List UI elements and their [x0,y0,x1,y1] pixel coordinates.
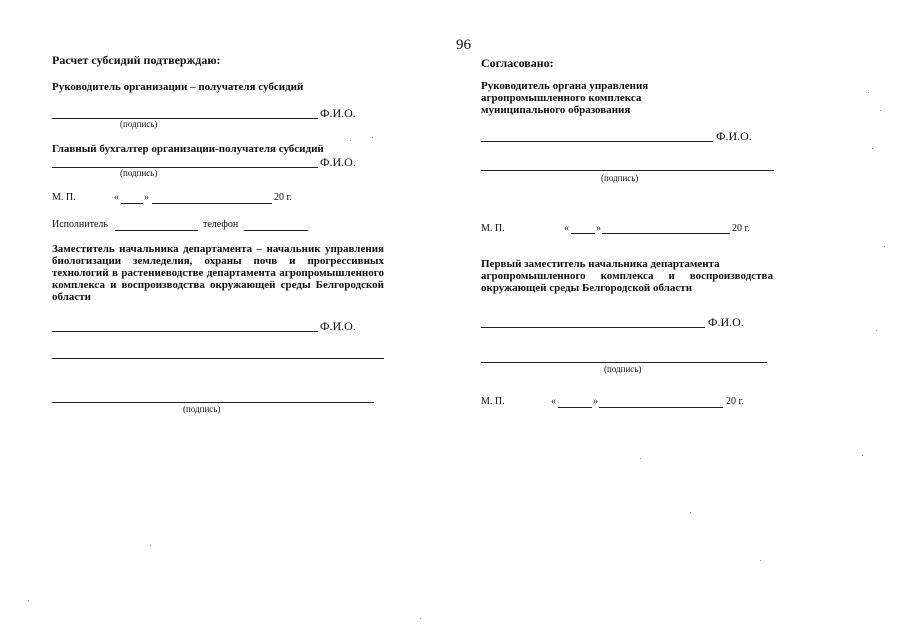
fio-label-1: Ф.И.О. [320,106,356,120]
date-year-label: 20 г. [274,192,292,203]
fio-label-3: Ф.И.О. [320,319,356,333]
date-year-label-right-1: 20 г. [732,223,750,234]
right-header: Согласовано: [481,56,554,70]
deputy-name-line[interactable] [52,331,318,332]
signature-caption-right-2: (подпись) [604,364,642,374]
signature-caption-2: (подпись) [120,168,158,178]
deputy-title-line: биологизации земледелия, охраны почв и прогрессивных [52,255,384,267]
executor-label: Исполнитель [52,219,108,230]
date-day-line-right-1[interactable] [571,233,595,234]
page-number: 96 [456,37,471,53]
signature-caption-right-1: (подпись) [601,173,639,183]
date-month-line-right-2[interactable] [599,407,723,408]
first-deputy-signature-line[interactable] [481,362,767,363]
phone-line[interactable] [244,230,308,231]
chief-accountant-label: Главный бухгалтер организации-получателя субсидий [52,143,324,155]
municipal-head-signature-line[interactable] [481,170,774,171]
date-month-line[interactable] [152,203,272,204]
fio-label-2: Ф.И.О. [320,155,356,169]
fio-label-right-1: Ф.И.О. [716,129,752,143]
signature-caption-3: (подпись) [183,404,221,414]
stamp-label-right-1: М. П. [481,223,505,234]
date-close-quote: » [144,192,149,203]
stamp-label-left: М. П. [52,192,76,203]
municipal-head-line: Руководитель органа управления [481,80,649,92]
deputy-title-line: технологий в растениеводстве департамента агропромышленного [52,267,384,279]
fio-label-right-2: Ф.И.О. [708,315,744,329]
date-close-quote-right-1: » [596,223,601,234]
chief-accountant-signature-line[interactable] [52,167,318,168]
municipal-head-title [481,80,648,116]
deputy-title-line: Заместитель начальника департамента – начальник управления [52,243,384,255]
deputy-title-line: области [52,291,92,303]
first-deputy-title-line: агропромышленного комплекса и воспроизводства [481,270,773,282]
municipal-head-line: агропромышленного комплекса [481,92,642,104]
date-open-quote-right-2: « [551,396,556,407]
municipal-head-line: муниципального образования [481,104,631,116]
date-open-quote: « [114,192,119,203]
date-open-quote-right-1: « [564,223,569,234]
first-deputy-name-line[interactable] [481,327,705,328]
signature-caption-1: (подпись) [120,119,158,129]
stamp-label-right-2: М. П. [481,396,505,407]
date-day-line[interactable] [121,203,143,204]
first-deputy-title-line: Первый заместитель начальника департамента [481,258,720,270]
date-month-line-right-1[interactable] [602,233,730,234]
executor-line[interactable] [115,230,198,231]
head-of-org-label: Руководитель организации – получателя субсидий [52,81,304,93]
municipal-head-name-line[interactable] [481,141,713,142]
first-deputy-title-block [481,258,773,294]
left-header: Расчет субсидий подтверждаю: [52,53,221,67]
date-year-label-right-2: 20 г. [726,396,744,407]
first-deputy-title-line: окружающей среды Белгородской области [481,282,693,294]
head-of-org-signature-line[interactable] [52,118,318,119]
deputy-extra-line[interactable] [52,358,384,359]
date-close-quote-right-2: » [593,396,598,407]
deputy-title-line: комплекса и воспроизводства окружающей среды Белгородской [52,279,384,291]
phone-label: телефон [203,219,239,230]
deputy-signature-line[interactable] [52,402,374,403]
date-day-line-right-2[interactable] [558,407,592,408]
deputy-title-block [52,243,384,303]
